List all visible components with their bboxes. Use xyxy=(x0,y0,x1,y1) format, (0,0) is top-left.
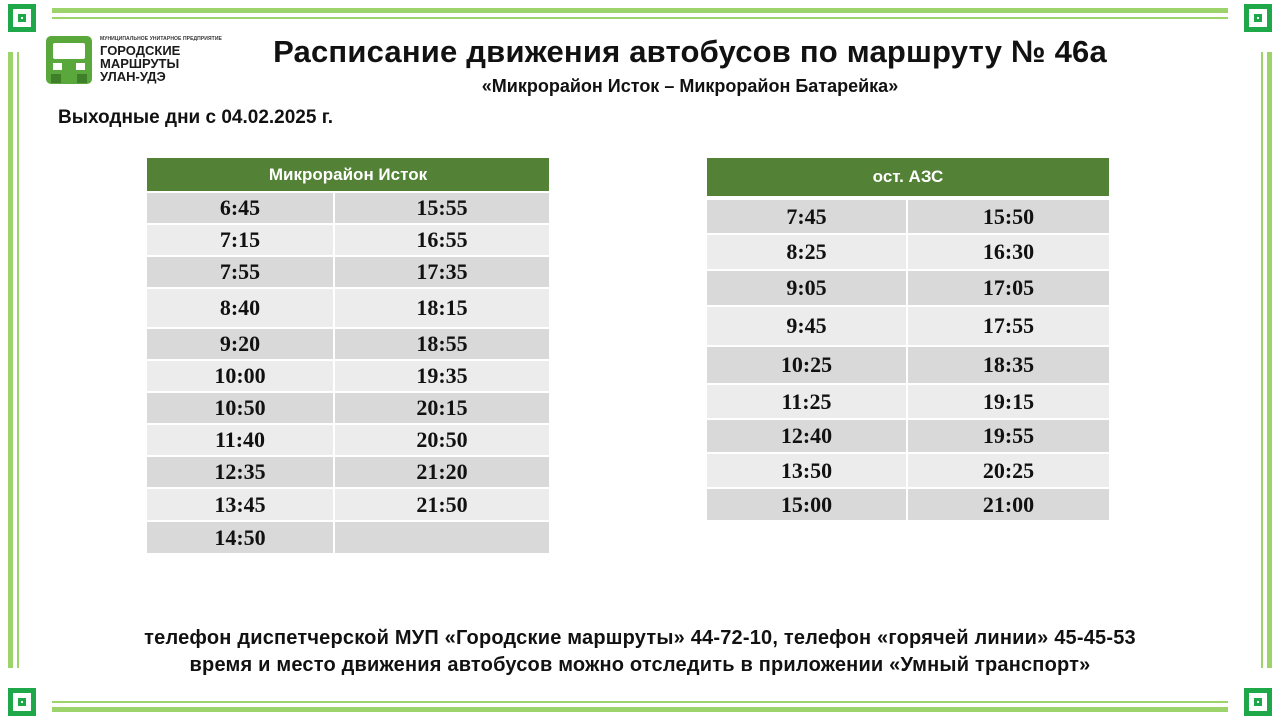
frame-right-line xyxy=(1267,52,1272,668)
bus-logo-icon xyxy=(44,34,94,86)
departure-time-right: 17:35 xyxy=(335,257,549,289)
timetable-row xyxy=(147,193,549,225)
departure-time-left: 12:35 xyxy=(147,457,335,489)
frame-top-line xyxy=(52,8,1228,13)
footer-phone-line: телефон диспетчерской МУП «Городские маршруты» 44-72-10, телефон «горячей линии» 45-45-53 xyxy=(144,627,1136,649)
timetable-header: Микрорайон Исток xyxy=(147,158,549,191)
timetable-row xyxy=(707,271,1109,307)
departure-time-left: 9:45 xyxy=(707,307,908,347)
departure-time-right: 20:50 xyxy=(335,425,549,457)
logo-line-3: УЛАН-УДЭ xyxy=(100,69,166,84)
timetable-row xyxy=(707,235,1109,271)
departure-time-right xyxy=(335,522,549,555)
logo-line-1: ГОРОДСКИЕ xyxy=(100,43,181,58)
departure-time-left: 12:40 xyxy=(707,420,908,454)
departure-time-left: 9:20 xyxy=(147,329,335,361)
timetable-row xyxy=(707,307,1109,347)
departure-time-left: 13:45 xyxy=(147,489,335,522)
departure-time-right: 18:55 xyxy=(335,329,549,361)
departure-time-right: 20:15 xyxy=(335,393,549,425)
timetable-row xyxy=(147,257,549,289)
timetable-row xyxy=(147,361,549,393)
departure-time-right: 16:30 xyxy=(908,235,1109,271)
departure-time-right: 17:55 xyxy=(908,307,1109,347)
timetable-row xyxy=(147,457,549,489)
departure-time-right: 19:55 xyxy=(908,420,1109,454)
departure-time-left: 10:00 xyxy=(147,361,335,393)
timetable-row xyxy=(707,200,1109,235)
departure-time-right: 21:50 xyxy=(335,489,549,522)
departure-time-left: 7:55 xyxy=(147,257,335,289)
departure-time-right: 17:05 xyxy=(908,271,1109,307)
timetable-body xyxy=(147,193,549,555)
frame-corner-bottom-left xyxy=(8,688,36,716)
frame-corner-bottom-right xyxy=(1244,688,1272,716)
timetable-body xyxy=(707,200,1109,522)
departure-time-left: 13:50 xyxy=(707,454,908,489)
frame-corner-top-left xyxy=(8,4,36,32)
departure-time-left: 11:40 xyxy=(147,425,335,457)
departure-time-left: 8:25 xyxy=(707,235,908,271)
frame-corner-top-right xyxy=(1244,4,1272,32)
departure-time-left: 7:45 xyxy=(707,200,908,235)
timetable-row xyxy=(707,347,1109,385)
timetable-row xyxy=(707,489,1109,522)
timetable-azs xyxy=(707,158,1109,522)
timetable-row xyxy=(707,385,1109,420)
company-logo xyxy=(44,34,222,88)
timetable-row xyxy=(147,225,549,257)
departure-time-right: 18:35 xyxy=(908,347,1109,385)
frame-bottom-line xyxy=(52,707,1228,712)
departure-time-left: 10:50 xyxy=(147,393,335,425)
timetable-header: ост. АЗС xyxy=(707,158,1109,196)
frame-bottom-line-inner xyxy=(52,701,1228,703)
timetable-istok xyxy=(147,158,549,555)
timetable-row xyxy=(147,393,549,425)
timetable-row xyxy=(707,420,1109,454)
frame-right-line-inner xyxy=(1261,52,1263,668)
schedule-days-note: Выходные дни с 04.02.2025 г. xyxy=(58,107,334,128)
frame-left-line xyxy=(8,52,13,668)
timetable-row xyxy=(147,489,549,522)
timetable-row xyxy=(147,425,549,457)
departure-time-right: 19:35 xyxy=(335,361,549,393)
departure-time-right: 19:15 xyxy=(908,385,1109,420)
timetable-row xyxy=(707,454,1109,489)
logo-line-2: МАРШРУТЫ xyxy=(100,56,180,71)
departure-time-left: 7:15 xyxy=(147,225,335,257)
departure-time-right: 15:55 xyxy=(335,193,549,225)
timetable-row xyxy=(147,329,549,361)
departure-time-left: 11:25 xyxy=(707,385,908,420)
departure-time-right: 16:55 xyxy=(335,225,549,257)
departure-time-right: 18:15 xyxy=(335,289,549,329)
departure-time-left: 14:50 xyxy=(147,522,335,555)
frame-top-line-inner xyxy=(52,17,1228,19)
departure-time-right: 21:00 xyxy=(908,489,1109,522)
departure-time-left: 8:40 xyxy=(147,289,335,329)
logo-caption: МУНИЦИПАЛЬНОЕ УНИТАРНОЕ ПРЕДПРИЯТИЕ xyxy=(100,36,222,42)
departure-time-right: 21:20 xyxy=(335,457,549,489)
departure-time-left: 10:25 xyxy=(707,347,908,385)
departure-time-left: 9:05 xyxy=(707,271,908,307)
timetable-row xyxy=(147,522,549,555)
departure-time-right: 20:25 xyxy=(908,454,1109,489)
departure-time-left: 15:00 xyxy=(707,489,908,522)
departure-time-left: 6:45 xyxy=(147,193,335,225)
footer-app-line: время и место движения автобусов можно отследить в приложении «Умный транспорт» xyxy=(189,654,1091,676)
timetable-row xyxy=(147,289,549,329)
frame-left-line-inner xyxy=(17,52,19,668)
page-title: Расписание движения автобусов по маршруту № 46а xyxy=(273,34,1107,69)
departure-time-right: 15:50 xyxy=(908,200,1109,235)
route-subtitle: «Микрорайон Исток – Микрорайон Батарейка» xyxy=(481,76,899,96)
